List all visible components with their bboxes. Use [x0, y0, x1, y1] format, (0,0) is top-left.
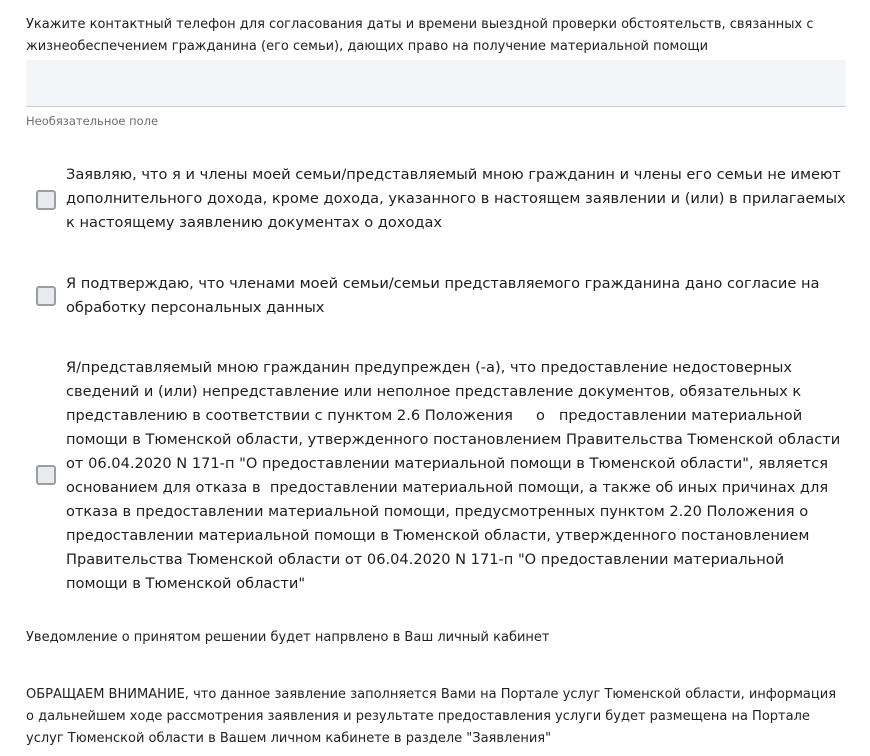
- attention-notice: ОБРАЩАЕМ ВНИМАНИЕ, что данное заявление заполняется Вами на Портале услуг Тюменской области, информация о дальнейшем ходе рассмотрения заявления и результате предоставления услуги будет размещена на Портале услуг Тюменской области в Вашем личном кабинете в разделе "Заявления": [26, 687, 837, 746]
- optional-field-hint: Необязательное поле: [26, 114, 159, 128]
- contact-phone-input[interactable]: [26, 60, 846, 107]
- declaration-personal-data-consent[interactable]: [26, 271, 846, 321]
- declaration-no-extra-income-text[interactable]: Заявляю, что я и члены моей семьи/представляемый мною гражданин и члены его семьи не имеют дополнительного дохода, кроме дохода, указанного в настоящем заявлении и (или) в прилагаемых к настоящему заявлению документах о доходах: [66, 166, 846, 231]
- declaration-false-info-warning-text[interactable]: Я/представляемый мною гражданин предупрежден (-а), что предоставление недостоверных сведений и (или) непредставление или неполное представление документов, обязательных к представлению в соответствии с пунктом 2.6 Положения о предоставлении материальной помощи в Тюменской области, утвержденного постановлением Правительства Тюменской области от 06.04.2020 N 171-п "О предоставлении материальной помощи в Тюменской области", является основанием для отказа в предоставлении материальной помощи, а также об иных причинах для отказа в предоставлении материальной помощи, предусмотренных пунктом 2.20 Положения о предоставлении материальной помощи в Тюменской области, утвержденного постановлением Правительства Тюменской области от 06.04.2020 N 171-п "О предоставлении материальной помощи в Тюменской области": [66, 359, 845, 592]
- declaration-no-extra-income[interactable]: [26, 162, 846, 236]
- decision-notice: Уведомление о принятом решении будет напрвлено в Ваш личный кабинет: [26, 630, 550, 645]
- declaration-false-info-warning[interactable]: [26, 355, 846, 597]
- declaration-personal-data-consent-text[interactable]: Я подтверждаю, что членами моей семьи/семьи представляемого гражданина дано согласие на обработку персональных данных: [66, 275, 820, 316]
- contact-phone-label: Укажите контактный телефон для согласования даты и времени выездной проверки обстоятельств, связанных с жизнеобеспечением гражданина (его семьи), дающих право на получение материальной помощи: [26, 17, 814, 54]
- declaration-personal-data-consent-checkbox[interactable]: [36, 286, 56, 306]
- declaration-no-extra-income-checkbox[interactable]: [36, 190, 56, 210]
- declaration-false-info-warning-checkbox[interactable]: [36, 465, 56, 485]
